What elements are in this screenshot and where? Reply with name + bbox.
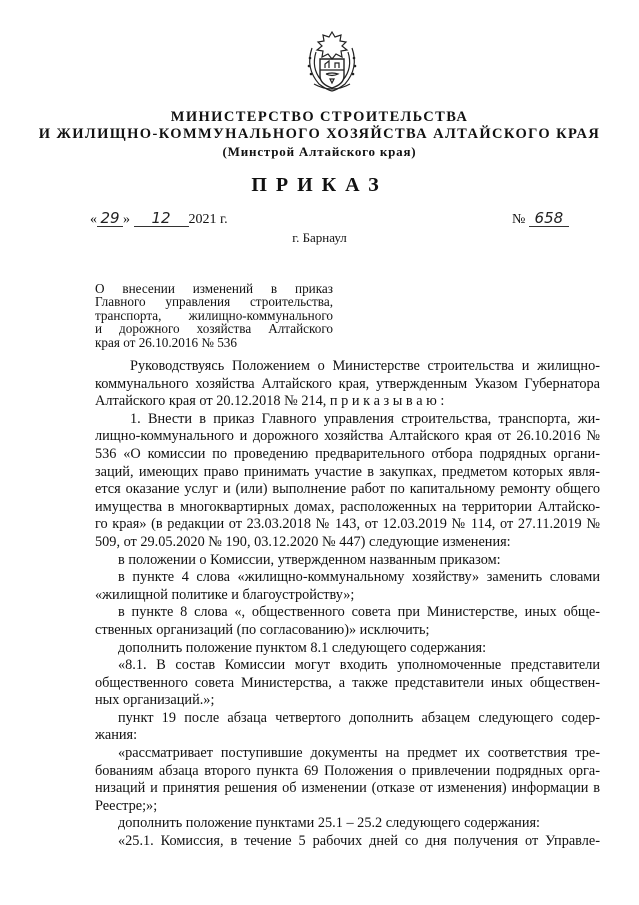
body-line: ственных организаций (по согласованию)» исключить; [95, 621, 430, 638]
order-number [512, 211, 569, 228]
body-line: заций, имеющих право принимать участие в закупках, предметом которых явля- [95, 463, 600, 480]
body-line: общественного совета Министерства, а также представители иных обществен- [95, 674, 600, 691]
ministry-name-line2: И ЖИЛИЩНО-КОММУНАЛЬНОГО ХОЗЯЙСТВА АЛТАЙСКОГО КРАЯ [38, 126, 601, 142]
body-line: бованиям абзаца второго пункта 69 Положения о привлечении подрядных орга- [95, 762, 600, 779]
body-line: «жилищной политике и благоустройству»; [95, 586, 355, 603]
body-line: «8.1. В состав Комиссии могут входить уполномоченные представители [118, 657, 600, 674]
subject-line: края от 26.10.2016 № 536 [95, 334, 237, 350]
document-title: ПРИКАЗ [251, 174, 388, 196]
ministry-short-name: (Минстрой Алтайского края) [222, 144, 417, 159]
body-line: лищно-коммунального и дорожного хозяйства Алтайского края от 26.10.2016 № [95, 428, 600, 445]
subject-line: Главного управления строительства, [95, 294, 333, 310]
body-line: в пункте 4 слова «жилищно-коммунальному хозяйству» заменить словами [118, 569, 600, 586]
body-line: имущества в многоквартирных домах, расположенных на территории Алтайско- [95, 498, 600, 515]
order-date [90, 211, 228, 228]
body-line: 536 «О комиссии по проведению предварительного отбора подрядных органи- [95, 445, 600, 462]
order-body [95, 358, 600, 851]
body-line: ных организаций.»; [95, 692, 215, 709]
order-subject [95, 282, 333, 349]
city: г. Барнаул [292, 230, 347, 245]
subject-line: и дорожного хозяйства Алтайского [95, 321, 333, 337]
body-line: 509, от 29.05.2020 № 190, 03.12.2020 № 447) следующие изменения: [95, 533, 511, 550]
subject-line: О внесении изменений в приказ [95, 281, 333, 296]
body-line: дополнить положение пунктами 25.1 – 25.2 следующего содержания: [118, 815, 541, 832]
ministry-name-line1: МИНИСТЕРСТВО СТРОИТЕЛЬСТВА [170, 109, 469, 125]
body-line: Алтайского края от 20.12.2018 № 214, п р и к а з ы в а ю : [95, 393, 445, 410]
date-year: 2021 г. [188, 212, 228, 227]
subject-line: транспорта, жилищно-коммунального [95, 307, 333, 323]
body-line: ется оказание услуг и (или) выполнение работ по капитальному ремонту общего [95, 481, 600, 498]
body-line: в положении о Комиссии, утвержденном названным приказом: [118, 551, 501, 568]
date-month: 12 [134, 211, 189, 227]
body-line: го края» (в редакции от 23.03.2018 № 143, от 12.03.2019 № 114, от 27.11.2019 № [95, 516, 600, 533]
body-line: «рассматривает поступившие документы на предмет их соответствия тре- [118, 745, 600, 762]
number-sign: № [512, 212, 526, 227]
date-close-quote: » [123, 212, 130, 227]
body-line: в пункте 8 слова «, общественного совета при Министерстве, иных обще- [118, 604, 600, 621]
number-value: 658 [529, 211, 569, 227]
body-line: низаций и принятия решения об изменении (отказе от изменения) информации в [95, 780, 600, 797]
body-line: коммунального хозяйства Алтайского края, утвержденным Указом Губернатора [95, 375, 600, 392]
body-line: пункт 19 после абзаца четвертого дополнить абзацем следующего содер- [118, 709, 600, 726]
body-line: Руководствуясь Положением о Министерстве строительства и жилищно- [130, 358, 600, 374]
date-day: 29 [97, 211, 123, 227]
body-line: 1. Внести в приказ Главного управления строительства, транспорта, жи- [130, 410, 600, 427]
body-line: дополнить положение пунктом 8.1 следующего содержания: [118, 639, 487, 656]
body-line: жания: [95, 727, 138, 744]
altai-krai-coat-of-arms-icon [299, 28, 365, 94]
body-line: «25.1. Комиссия, в течение 5 рабочих дней со дня получения от Управле- [118, 833, 600, 850]
body-line: Реестре;»; [95, 797, 158, 814]
date-open-quote: « [90, 212, 97, 227]
